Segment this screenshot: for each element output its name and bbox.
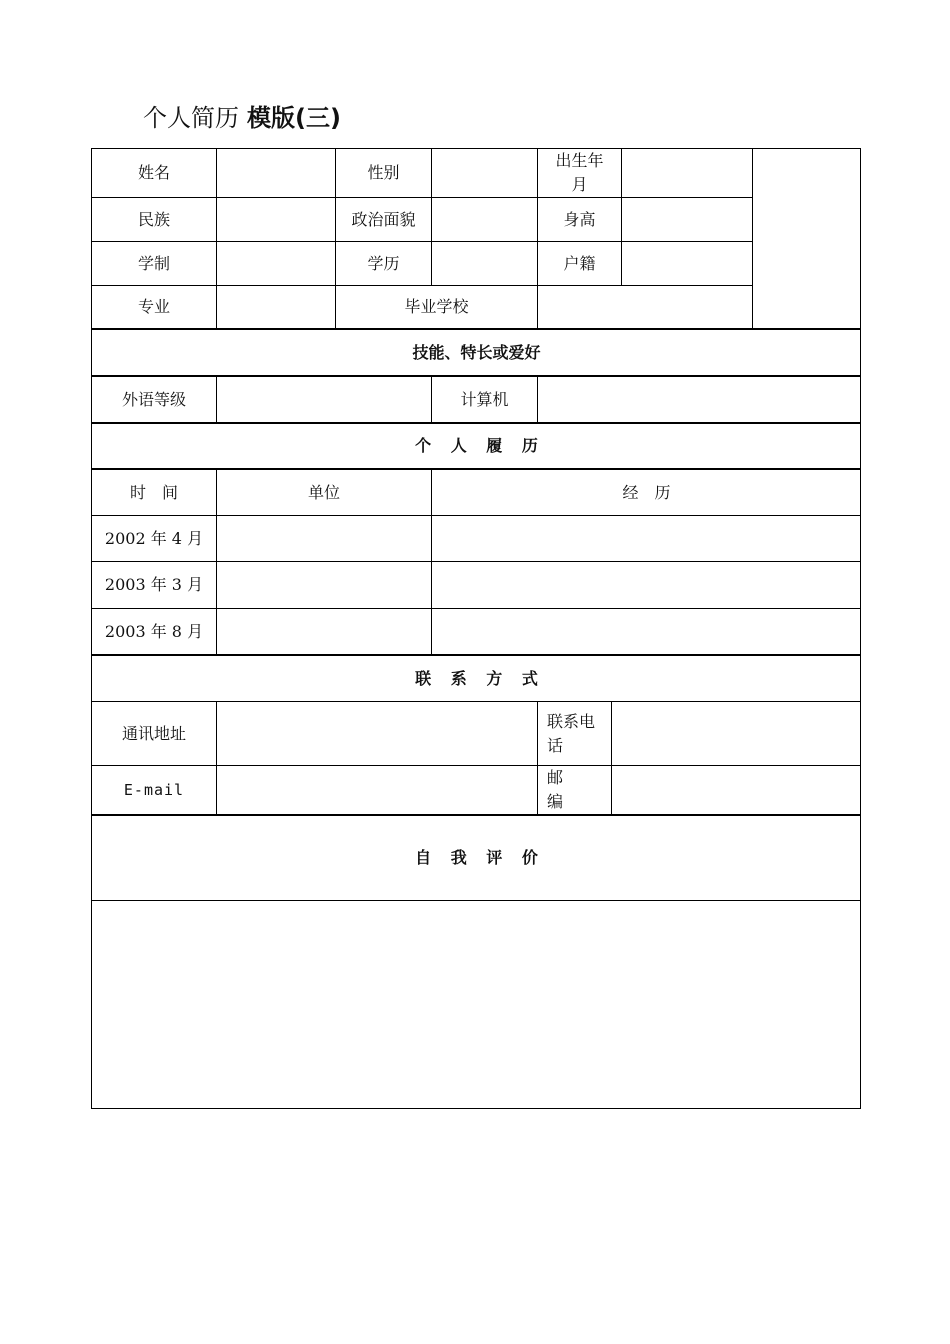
history-header: 个 人 履 历: [92, 424, 861, 470]
photo-box[interactable]: [753, 149, 861, 330]
history-col-experience: 经 历: [432, 470, 861, 516]
history-row-experience[interactable]: [432, 516, 861, 562]
birth-label: 出生年月: [538, 149, 622, 198]
gender-field[interactable]: [432, 149, 538, 198]
ethnicity-field[interactable]: [217, 198, 336, 242]
history-row-experience[interactable]: [432, 609, 861, 656]
postcode-field[interactable]: [612, 766, 861, 816]
computer-field[interactable]: [538, 377, 861, 424]
school-field[interactable]: [538, 286, 753, 330]
hukou-label: 户籍: [538, 242, 622, 286]
history-row-unit[interactable]: [217, 609, 432, 656]
history-row-unit[interactable]: [217, 516, 432, 562]
title-bold: 模版(三): [247, 104, 341, 132]
name-label: 姓名: [92, 149, 217, 198]
history-row-time: 2002 年 4 月: [92, 516, 217, 562]
education-label: 学历: [336, 242, 432, 286]
birth-field[interactable]: [622, 149, 753, 198]
major-label: 专业: [92, 286, 217, 330]
schooling-label: 学制: [92, 242, 217, 286]
page-title: [143, 100, 341, 136]
title-plain: 个人简历: [143, 104, 239, 132]
resume-form: [91, 148, 861, 1109]
education-field[interactable]: [432, 242, 538, 286]
political-field[interactable]: [432, 198, 538, 242]
address-label: 通讯地址: [92, 702, 217, 766]
language-field[interactable]: [217, 377, 432, 424]
schooling-field[interactable]: [217, 242, 336, 286]
skills-header: 技能、特长或爱好: [92, 330, 861, 377]
evaluation-field[interactable]: [92, 901, 861, 1108]
email-label: E-mail: [92, 766, 217, 816]
contact-header: 联 系 方 式: [92, 656, 861, 702]
height-field[interactable]: [622, 198, 753, 242]
email-field[interactable]: [217, 766, 538, 816]
height-label: 身高: [538, 198, 622, 242]
phone-label: 联系电话: [538, 702, 612, 766]
history-row-unit[interactable]: [217, 562, 432, 609]
postcode-label: 邮编: [538, 766, 612, 816]
school-label: 毕业学校: [336, 286, 538, 330]
history-row-time: 2003 年 8 月: [92, 609, 217, 656]
evaluation-header: 自 我 评 价: [92, 816, 861, 901]
language-label: 外语等级: [92, 377, 217, 424]
history-row-experience[interactable]: [432, 562, 861, 609]
political-label: 政治面貌: [336, 198, 432, 242]
history-col-time: 时 间: [92, 470, 217, 516]
ethnicity-label: 民族: [92, 198, 217, 242]
computer-label: 计算机: [432, 377, 538, 424]
major-field[interactable]: [217, 286, 336, 330]
phone-field[interactable]: [612, 702, 861, 766]
history-col-unit: 单位: [217, 470, 432, 516]
hukou-field[interactable]: [622, 242, 753, 286]
address-field[interactable]: [217, 702, 538, 766]
name-field[interactable]: [217, 149, 336, 198]
history-row-time: 2003 年 3 月: [92, 562, 217, 609]
gender-label: 性别: [336, 149, 432, 198]
